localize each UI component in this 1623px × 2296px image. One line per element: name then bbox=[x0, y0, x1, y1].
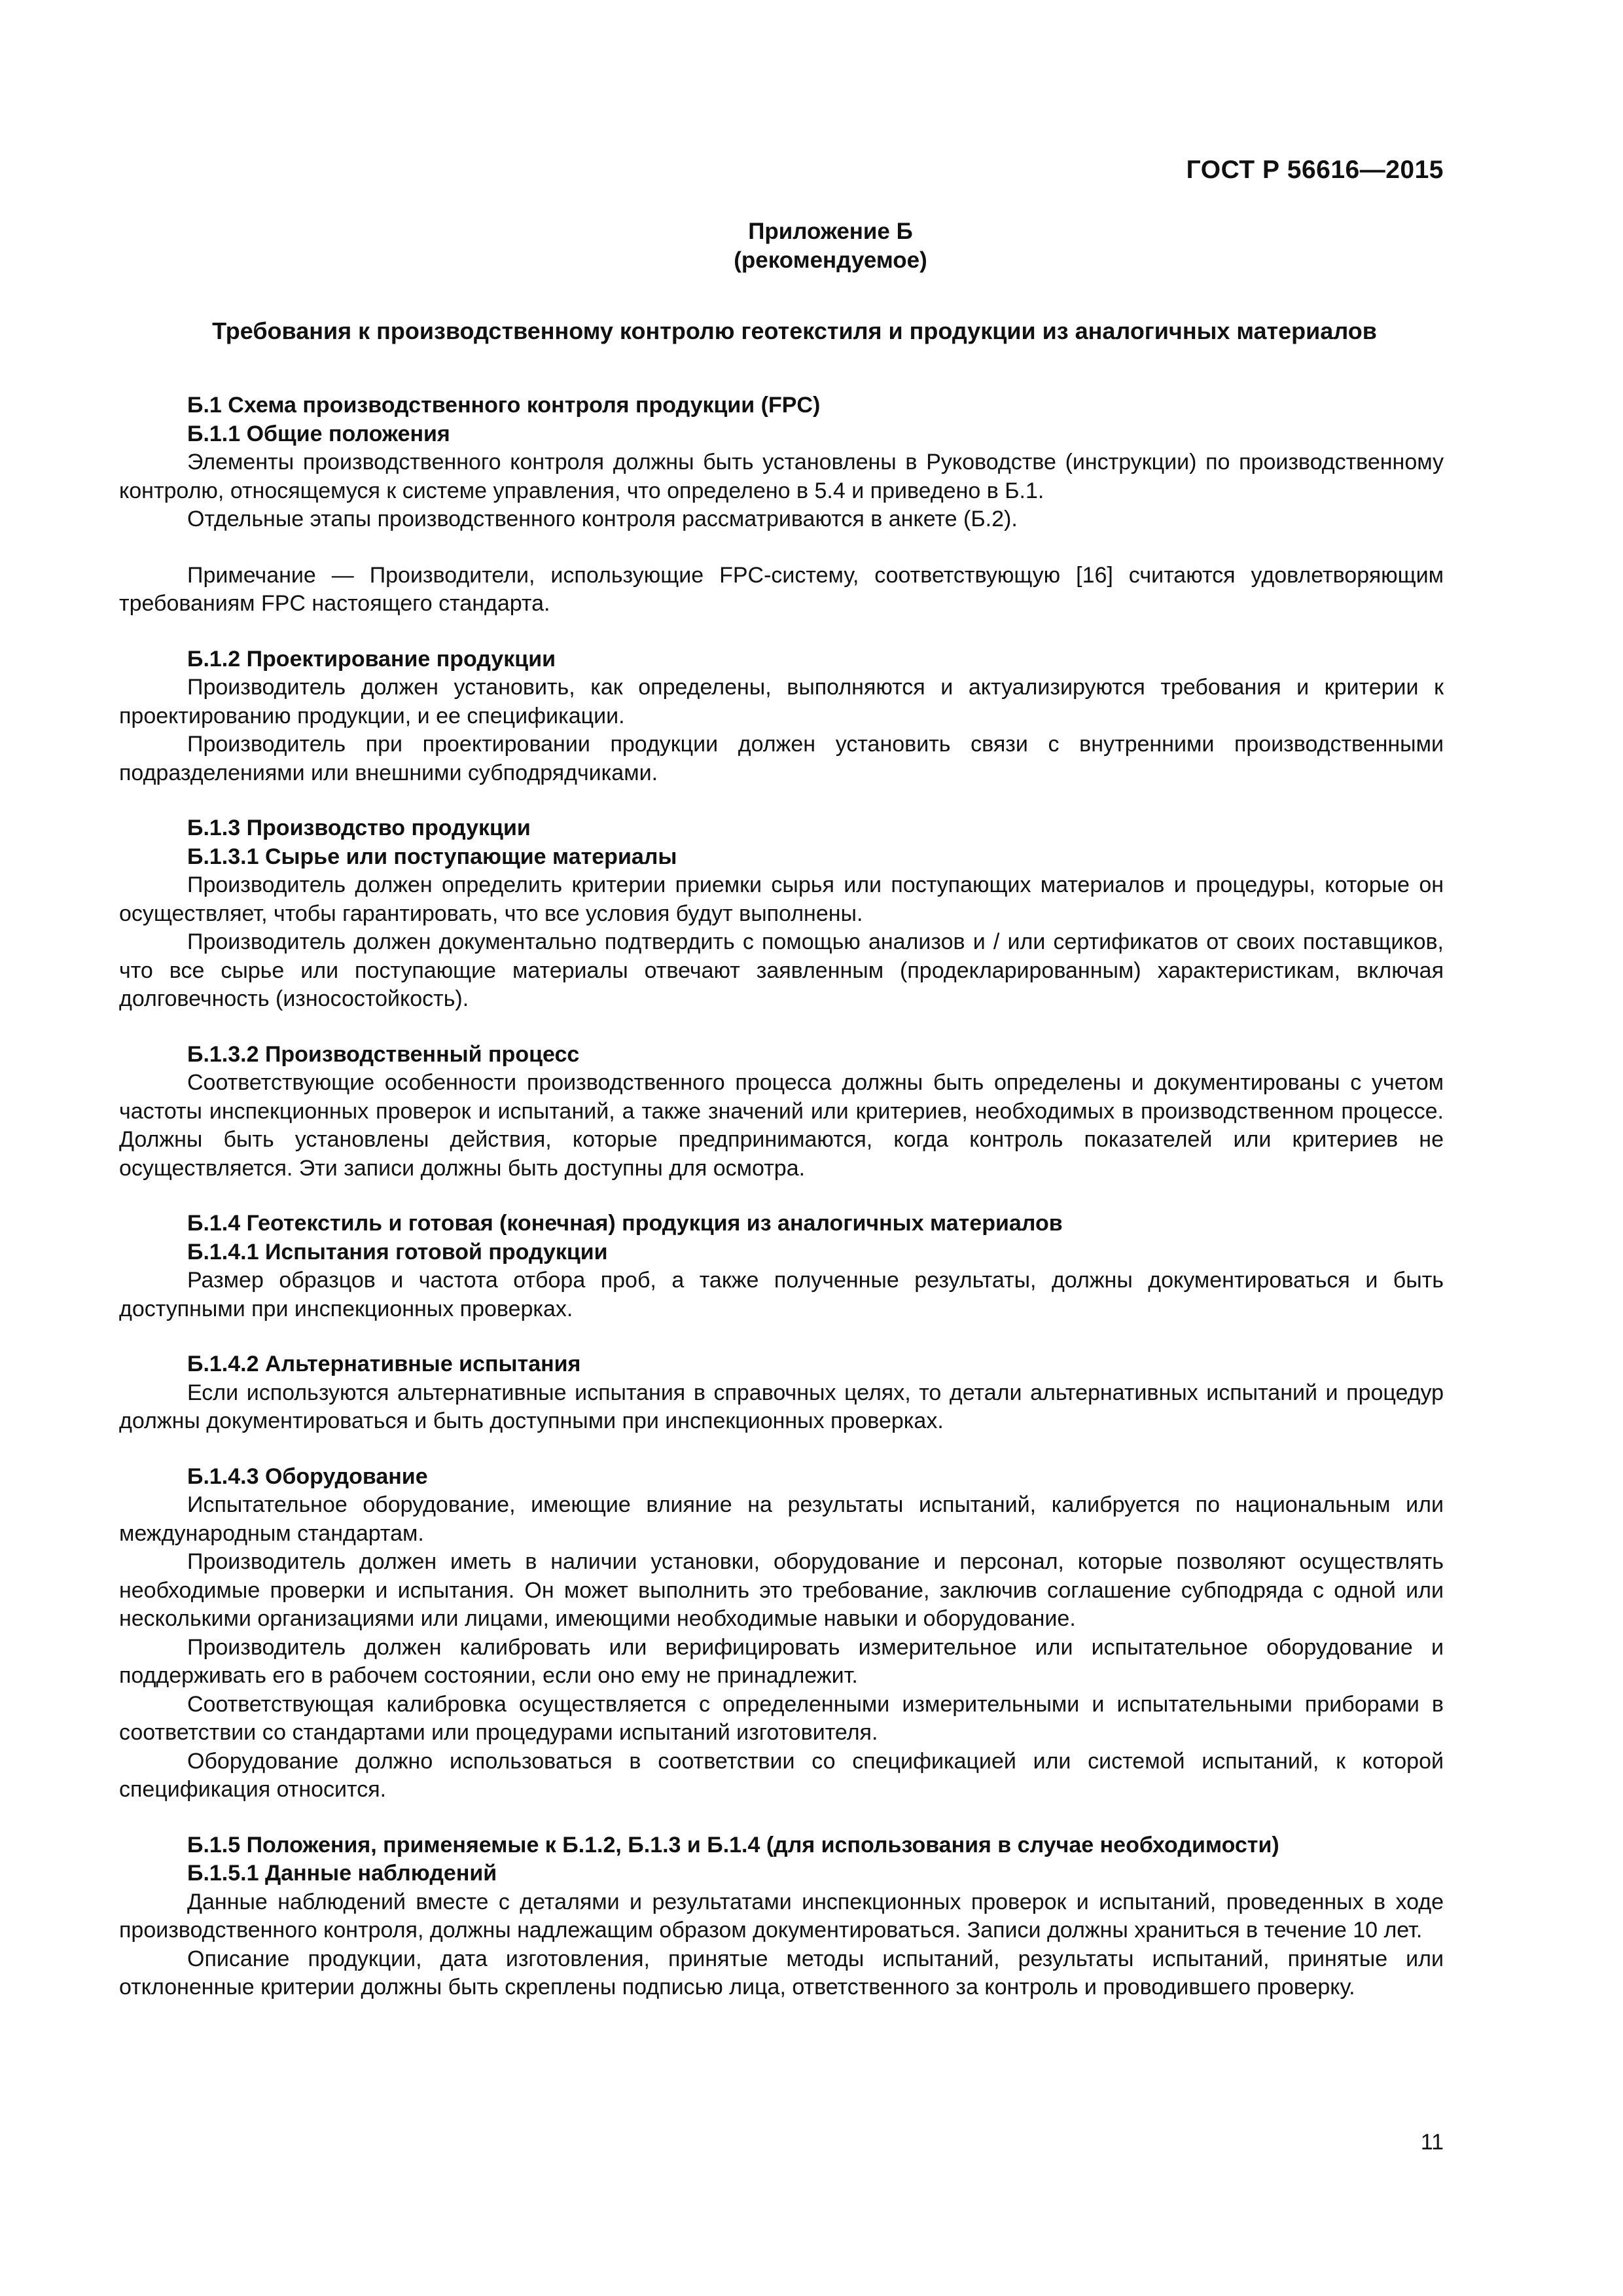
section-heading-b11: Б.1.1 Общие положения bbox=[187, 421, 450, 446]
annex-status: (рекомендуемое) bbox=[734, 247, 927, 273]
paragraph: Производитель должен установить, как определены, выполняются и актуализируются требования и критерии к проектированию продукции, и ее спецификации. bbox=[119, 675, 1444, 728]
section-heading-b131: Б.1.3.1 Сырье или поступающие материалы bbox=[187, 844, 677, 869]
paragraph: Испытательное оборудование, имеющие влияние на результаты испытаний, калибруется по национальным или международным стандартам. bbox=[119, 1492, 1444, 1546]
section-heading-b132: Б.1.3.2 Производственный процесс bbox=[187, 1041, 580, 1067]
note: Примечание — Производители, использующие FPC-систему, соответствующую [16] считаются удовлетворяющим требованиям FPC настоящего стандарта. bbox=[119, 562, 1444, 616]
annex-content bbox=[119, 391, 1444, 2002]
section-heading-b15: Б.1.5 Положения, применяемые к Б.1.2, Б.1.3 и Б.1.4 (для использования в случае необходимости) bbox=[187, 1832, 1279, 1857]
paragraph: Элементы производственного контроля должны быть установлены в Руководстве (инструкции) по производственному контролю, относящемуся к системе управления, что определено в 5.4 и приведено в Б.1. bbox=[119, 450, 1444, 503]
section-heading-b12: Б.1.2 Проектирование продукции bbox=[187, 646, 556, 672]
paragraph: Производитель должен иметь в наличии установки, оборудование и персонал, которые позволяют осуществлять необходимые проверки и испытания. Он может выполнить это требование, заключив соглашение субподряда с одной или несколькими организациями или лицами, имеющими необходимые навыки и оборудование. bbox=[119, 1549, 1444, 1631]
paragraph: Соответствующая калибровка осуществляется с определенными измерительными и испытательными приборами в соответствии со стандартами или процедурами испытаний изготовителя. bbox=[119, 1691, 1444, 1745]
annex-heading bbox=[119, 217, 1444, 275]
section-heading-b143: Б.1.4.3 Оборудование bbox=[187, 1463, 428, 1489]
annex-label: Приложение Б bbox=[748, 219, 913, 244]
section-heading-b13: Б.1.3 Производство продукции bbox=[187, 816, 531, 840]
section-heading-b151: Б.1.5.1 Данные наблюдений bbox=[187, 1861, 497, 1886]
paragraph: Отдельные этапы производственного контроля рассматриваются в анкете (Б.2). bbox=[187, 507, 1018, 531]
paragraph: Производитель при проектировании продукции должен установить связи с внутренними производственными подразделениями или внешними субподрядчиками. bbox=[119, 732, 1444, 785]
section-heading-b141: Б.1.4.1 Испытания готовой продукции bbox=[187, 1239, 608, 1265]
paragraph: Соответствующие особенности производственного процесса должны быть определены и документированы с учетом частоты инспекционных проверок и испытаний, а также значений или критериев, необходимых в производственном процессе. Должны быть установлены действия, которые предпринимаются, когда контроль показателей или критериев не осуществляется. Эти записи должны быть доступны для осмотра. bbox=[119, 1070, 1444, 1181]
page-number: 11 bbox=[1420, 2130, 1444, 2155]
paragraph: Если используются альтернативные испытания в справочных целях, то детали альтернативных испытаний и процедур должны документироваться и быть доступными при инспекционных проверках. bbox=[119, 1380, 1444, 1433]
annex-title: Требования к производственному контролю геотекстиля и продукции из аналогичных материалов bbox=[212, 317, 1377, 344]
paragraph: Производитель должен определить критерии приемки сырья или поступающих материалов и процедуры, которые он осуществляет, чтобы гарантировать, что все условия будут выполнены. bbox=[119, 872, 1444, 926]
paragraph: Размер образцов и частота отбора проб, а также полученные результаты, должны документироваться и быть доступными при инспекционных проверках. bbox=[119, 1268, 1444, 1321]
paragraph: Производитель должен документально подтвердить с помощью анализов и / или сертификатов от своих поставщиков, что все сырье или поступающие материалы отвечают заявленным (продекларированным) характеристикам, включая долговечность (износостойкость). bbox=[119, 929, 1444, 1011]
section-heading-b14: Б.1.4 Геотекстиль и готовая (конечная) продукция из аналогичных материалов bbox=[187, 1211, 1063, 1236]
paragraph: Описание продукции, дата изготовления, принятые методы испытаний, результаты испытаний, принятые или отклоненные критерии должны быть скреплены подписью лица, ответственного за контроль и проводившего проверку. bbox=[119, 1946, 1444, 2000]
paragraph: Данные наблюдений вместе с деталями и результатами инспекционных проверок и испытаний, проведенных в ходе производственного контроля, должны надлежащим образом документироваться. Записи должны храниться в течение 10 лет. bbox=[119, 1889, 1444, 1943]
section-heading-b1: Б.1 Схема производственного контроля продукции (FPC) bbox=[187, 393, 821, 418]
page-body bbox=[119, 157, 1444, 2002]
section-heading-b142: Б.1.4.2 Альтернативные испытания bbox=[187, 1352, 581, 1376]
paragraph: Производитель должен калибровать или верифицировать измерительное или испытательное оборудование и поддерживать его в рабочем состоянии, если оно ему не принадлежит. bbox=[119, 1634, 1444, 1688]
document-code: ГОСТ Р 56616—2015 bbox=[1186, 156, 1444, 184]
paragraph: Оборудование должно использоваться в соответствии со спецификацией или системой испытаний, к которой спецификация относится. bbox=[119, 1748, 1444, 1802]
